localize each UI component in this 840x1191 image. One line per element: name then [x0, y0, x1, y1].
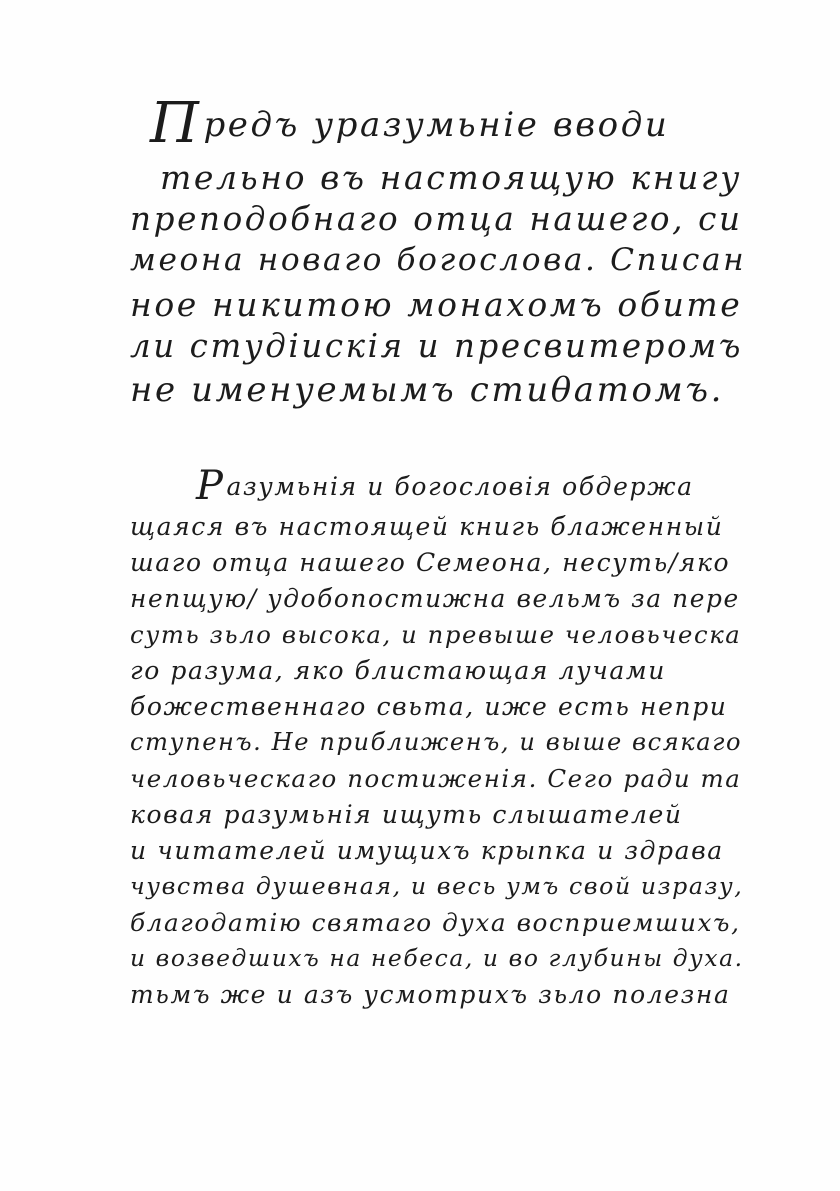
title-line-3: преподобнаго отца нашего, си — [130, 200, 743, 238]
title-initial: П — [150, 91, 202, 156]
body-line-3: шаго отца нашего Семеона, несуть/яко — [130, 548, 731, 577]
body-line-15: тьмъ же и азъ усмотрихъ зьло полезна — [130, 980, 731, 1009]
body-line-10: ковая разумьнія ищуть слышателей — [130, 800, 683, 829]
title-line-1-text: редъ уразумьніе вводи — [203, 105, 670, 145]
body-line-11: и читателей имущихъ крыпка и здрава — [130, 836, 724, 865]
body-line-6: го разума, яко блистающая лучами — [130, 656, 666, 685]
body-line-12: чувства душевная, и весь умъ свой изразу, — [130, 872, 744, 900]
body-line-2: щаяся въ настоящей книгь блаженный — [130, 512, 724, 541]
title-line-2: тельно въ настоящую книгу — [160, 158, 742, 197]
body-line-4: непщую/ удобопостижна вельмъ за пере — [130, 584, 740, 613]
body-line-13: благодатію святаго духа восприемшихъ, — [130, 908, 741, 937]
title-line-4: меона новаго богослова. Списан — [130, 242, 747, 278]
body-line-5: суть зьло высока, и превыше человьческа — [130, 620, 742, 649]
body-line-9: человьческаго постиженія. Сего ради та — [130, 764, 742, 793]
body-line-8: ступенъ. Не приближенъ, и выше всякаго — [130, 728, 743, 756]
title-line-6: ли студіискія и пресвитеромъ — [130, 327, 743, 365]
title-line-7: не именуемымъ стиθатомъ. — [130, 370, 724, 410]
body-line-7: божественнаго свьта, иже есть непри — [130, 692, 728, 721]
body-initial: Р — [196, 463, 225, 509]
body-line-1 — [196, 463, 694, 509]
body-line-14: и возведшихъ на небеса, и во глубины духа. — [130, 944, 744, 972]
body-line-1-text: азумьнія и богословія обдержа — [226, 472, 694, 501]
title-line-5: ное никитою монахомъ обите — [130, 285, 743, 324]
